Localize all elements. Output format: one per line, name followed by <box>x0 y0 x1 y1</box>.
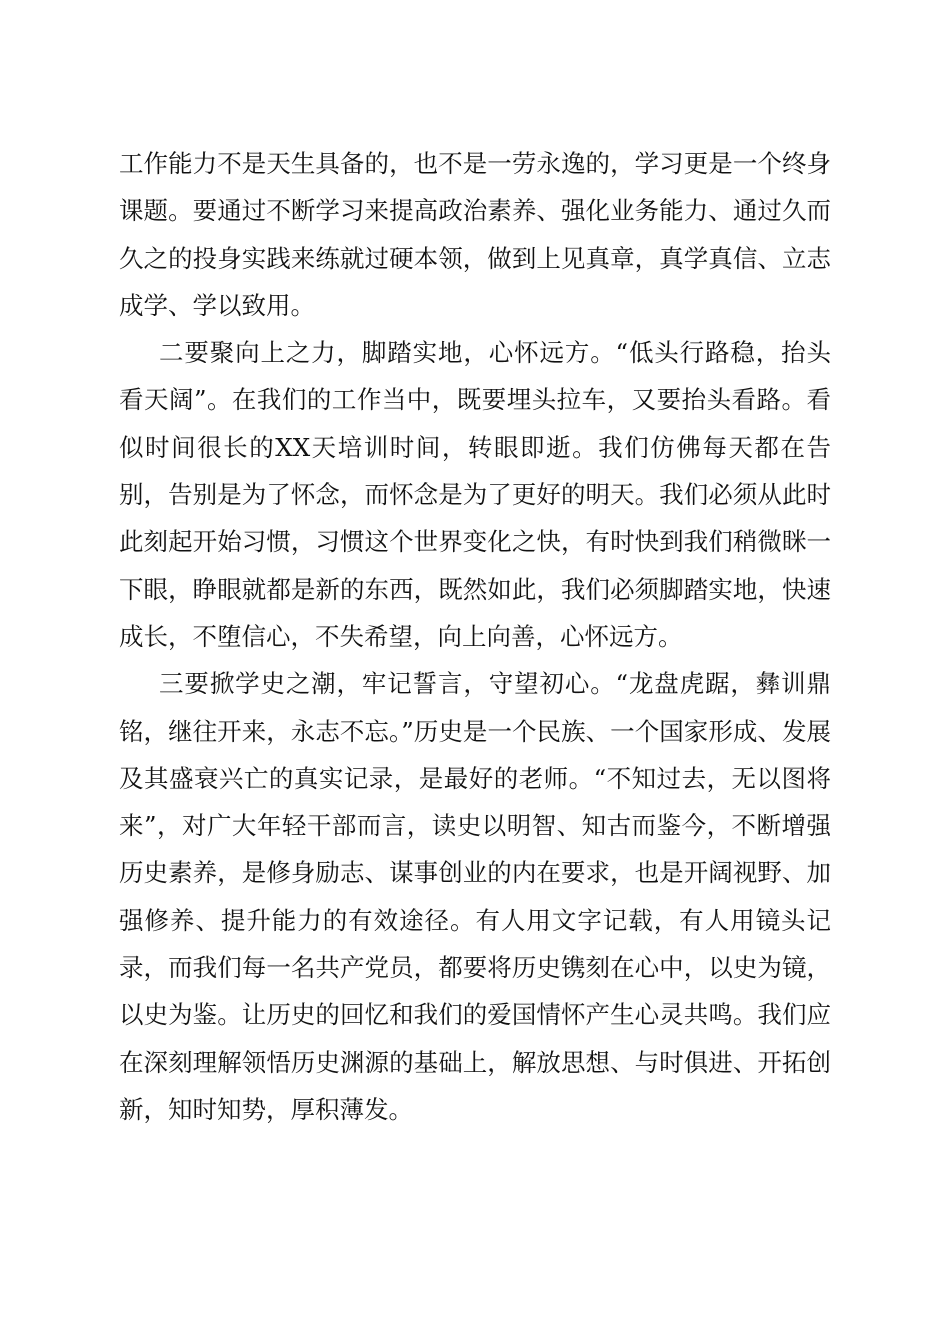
paragraph-continuation: 工作能力不是天生具备的，也不是一劳永逸的，学习更是一个终身课题。要通过不断学习来提高政治素养、强化业务能力、通过久而久之的投身实践来练就过硬本领，做到上见真章，真学真信、立志成学、学以致用。 <box>119 149 831 320</box>
document-body <box>119 140 831 1133</box>
paragraph-point-two: 二要聚向上之力，脚踏实地，心怀远方。“低头行路稳，抬头看天阔”。在我们的工作当中，既要埋头拉车，又要抬头看路。看似时间很长的XX天培训时间，转眼即逝。我们仿佛每天都在告别，告别是为了怀念，而怀念是为了更好的明天。我们必须从此时此刻起开始习惯，习惯这个世界变化之快，有时快到我们稍微眯一下眼，睁眼就都是新的东西，既然如此，我们必须脚踏实地，快速成长，不堕信心，不失希望，向上向善，心怀远方。 <box>119 338 831 651</box>
paragraph-point-three: 三要掀学史之潮，牢记誓言，守望初心。“龙盘虎踞，彝训鼎铭，继往开来，永志不忘。”历史是一个民族、一个国家形成、发展及其盛衰兴亡的真实记录，是最好的老师。“不知过去，无以图将来”，对广大年轻干部而言，读史以明智、知古而鉴今，不断增强历史素养，是修身励志、谋事创业的内在要求，也是开阔视野、加强修养、提升能力的有效途径。有人用文字记载，有人用镜头记录，而我们每一名共产党员，都要将历史镌刻在心中，以史为镜，以史为鉴。让历史的回忆和我们的爱国情怀产生心灵共鸣。我们应在深刻理解领悟历史渊源的基础上，解放思想、与时俱进、开拓创新，知时知势，厚积薄发。 <box>119 669 831 1124</box>
